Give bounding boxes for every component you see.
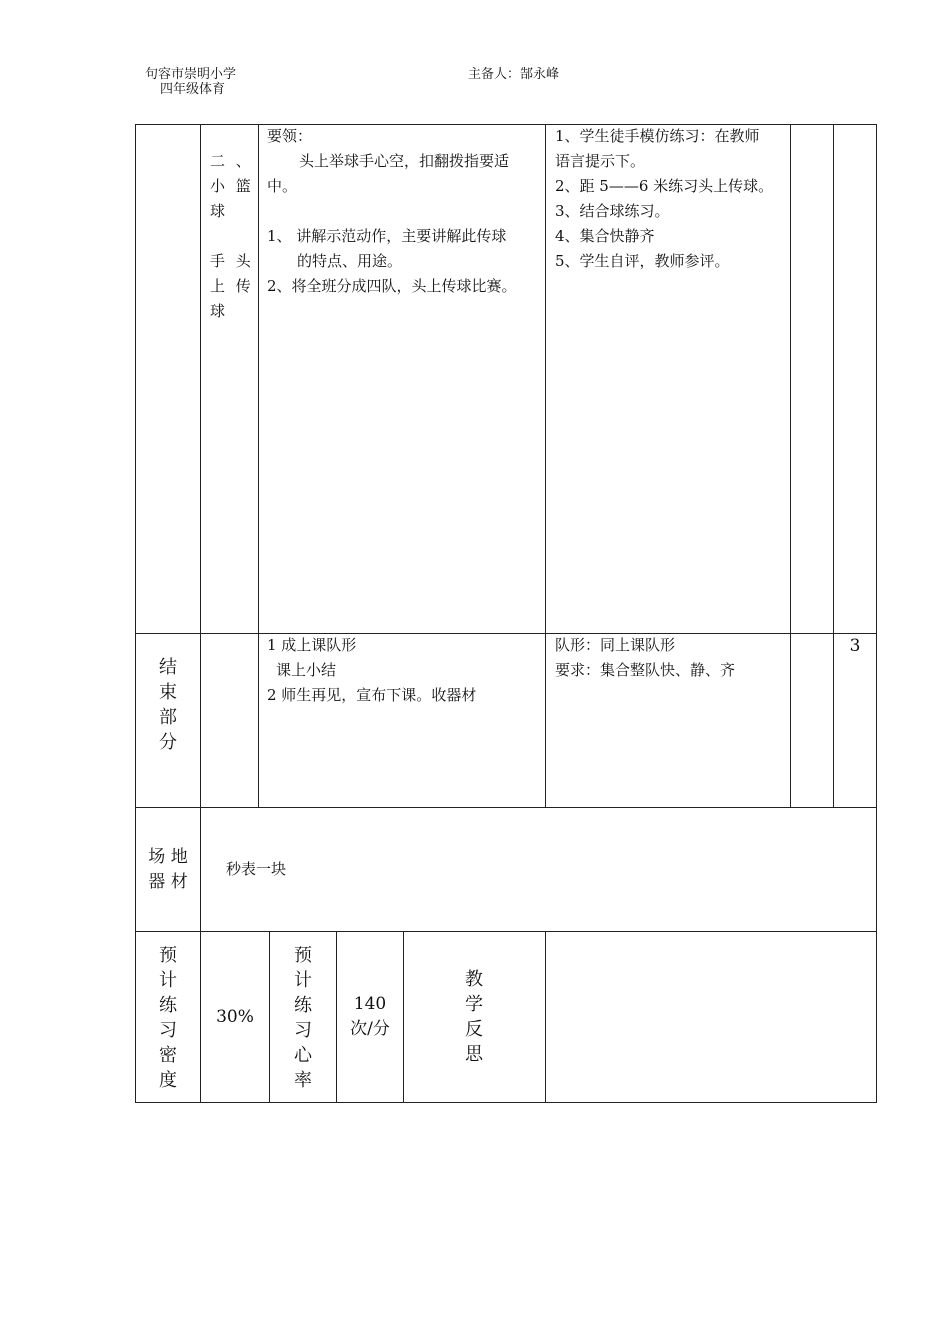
heart-rate-label: 预 计 练 习 心 率 bbox=[294, 945, 312, 1091]
reflection-content[interactable] bbox=[546, 932, 876, 1102]
table-line bbox=[790, 124, 791, 808]
table-line bbox=[135, 124, 136, 1103]
table-line bbox=[833, 124, 834, 808]
lesson-preparer: 主备人：郜永峰 bbox=[468, 67, 560, 82]
ending-time: 3 bbox=[849, 636, 861, 656]
student-activity-cell bbox=[555, 124, 789, 274]
table-line bbox=[545, 124, 546, 808]
topic-line: 球 bbox=[210, 302, 226, 320]
ending-student-cell bbox=[555, 633, 789, 683]
teacher-line: 中。 bbox=[267, 177, 298, 195]
teacher-line: 1、 讲解示范动作，主要讲解此传球 bbox=[267, 227, 507, 245]
table-line bbox=[135, 807, 877, 808]
student-line: 5、学生自评，教师参评。 bbox=[555, 252, 730, 270]
ending-student-line: 要求：集合整队快、静、齐 bbox=[555, 661, 736, 679]
ending-section-label: 结 束 部 分 bbox=[159, 657, 177, 753]
reflection-label: 教 学 反 思 bbox=[465, 969, 483, 1065]
table-line bbox=[876, 124, 877, 1103]
topic-line: 上 传 bbox=[210, 277, 254, 295]
density-value: 30% bbox=[216, 1007, 254, 1027]
topic-line: 球 bbox=[210, 202, 226, 220]
table-line bbox=[200, 124, 201, 808]
table-line bbox=[403, 931, 404, 1103]
table-line bbox=[258, 124, 259, 808]
student-line: 3、结合球练习。 bbox=[555, 202, 670, 220]
student-line: 1、学生徒手模仿练习：在教师 bbox=[555, 127, 760, 145]
grade-subject: 四年级体育 bbox=[160, 82, 226, 97]
topic-cell bbox=[202, 149, 256, 324]
student-line: 2、距 5——6 米练习头上传球。 bbox=[555, 177, 774, 195]
teacher-line: 的特点、用途。 bbox=[297, 252, 403, 270]
ending-student-line: 队形：同上课队形 bbox=[555, 636, 676, 654]
topic-line: 小 篮 bbox=[210, 177, 254, 195]
student-line: 语言提示下。 bbox=[555, 152, 646, 170]
teacher-line: 头上举球手心空，扣翻拨指要适 bbox=[299, 152, 510, 170]
ending-teacher-cell bbox=[267, 633, 545, 708]
teacher-line: 要领： bbox=[267, 127, 313, 145]
teacher-line: 2、将全班分成四队，头上传球比赛。 bbox=[267, 277, 517, 295]
topic-line: 手 头 bbox=[210, 252, 254, 270]
table-line bbox=[135, 1102, 877, 1103]
school-name: 句容市崇明小学 bbox=[145, 67, 237, 82]
student-line: 4、集合快静齐 bbox=[555, 227, 655, 245]
teacher-activity-cell bbox=[267, 124, 545, 299]
ending-teacher-line: 课上小结 bbox=[276, 661, 337, 679]
ending-teacher-line: 2 师生再见，宣布下课。收器材 bbox=[267, 686, 477, 704]
ending-teacher-line: 1 成上课队形 bbox=[267, 636, 357, 654]
heart-rate-value: 140 次/分 bbox=[350, 994, 390, 1039]
topic-line: 二 、 bbox=[210, 152, 254, 170]
venue-content: 秒表一块 bbox=[226, 860, 287, 878]
density-label: 预 计 练 习 密 度 bbox=[159, 945, 177, 1091]
venue-label: 场 地 器 材 bbox=[148, 847, 188, 892]
table-line bbox=[200, 807, 201, 932]
table-line bbox=[269, 931, 270, 1103]
